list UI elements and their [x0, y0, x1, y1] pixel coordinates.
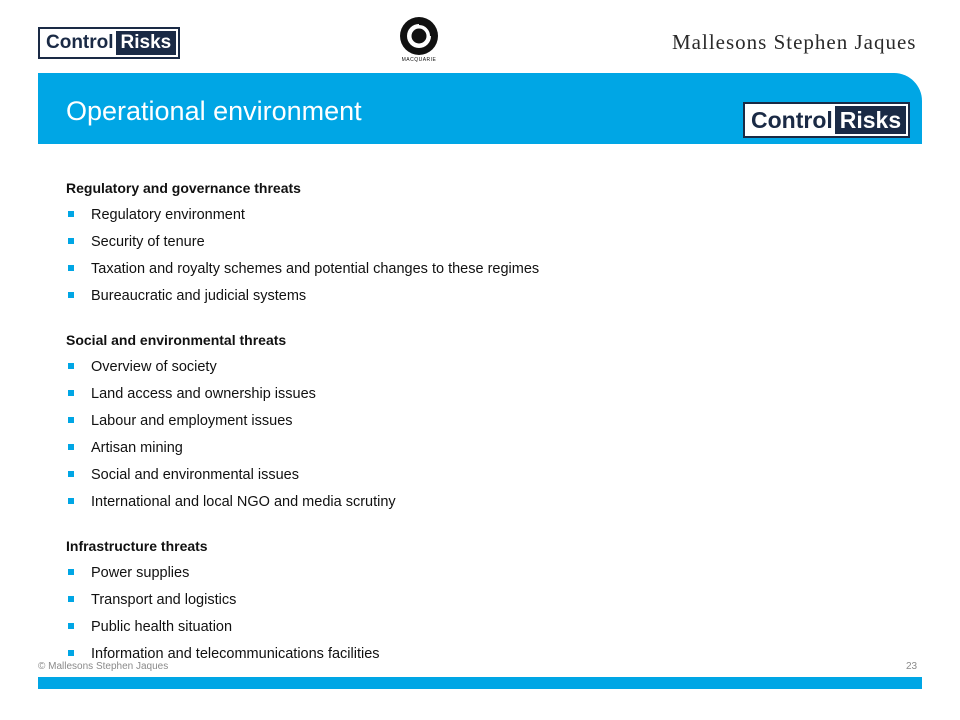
list-item-text: Social and environmental issues [91, 467, 299, 483]
list-item-text: Security of tenure [91, 234, 205, 250]
list-item-text: Bureaucratic and judicial systems [91, 288, 307, 304]
square-bullet-icon [68, 211, 74, 217]
square-bullet-icon [68, 650, 74, 656]
list-item-text: Transport and logistics [91, 592, 237, 608]
macquarie-emblem-icon [399, 16, 439, 56]
macquarie-label: MACQUARIE [401, 57, 437, 63]
list-item [66, 439, 886, 457]
square-bullet-icon [68, 417, 74, 423]
list-item-text: Information and telecommunications facilities [91, 646, 380, 662]
square-bullet-icon [68, 390, 74, 396]
list-item [66, 618, 886, 636]
footer-bar [38, 677, 922, 689]
section-heading-regulatory: Regulatory and governance threats [66, 180, 301, 196]
list-item-text: Power supplies [91, 565, 190, 581]
control-risks-logo-top [38, 27, 180, 59]
list-item-text: Labour and employment issues [91, 413, 293, 429]
list-item [66, 287, 886, 305]
list-item [66, 493, 886, 511]
msj-logo: Mallesons Stephen Jaques [672, 30, 917, 54]
logo-control-text: Control [751, 107, 833, 133]
list-item [66, 260, 886, 278]
square-bullet-icon [68, 238, 74, 244]
square-bullet-icon [68, 265, 74, 271]
square-bullet-icon [68, 623, 74, 629]
page-number: 23 [906, 661, 918, 672]
square-bullet-icon [68, 498, 74, 504]
control-risks-logo-banner [743, 102, 910, 138]
list-item [66, 564, 886, 582]
list-item-text: International and local NGO and media scrutiny [91, 494, 396, 510]
list-item-text: Land access and ownership issues [91, 386, 316, 402]
square-bullet-icon [68, 444, 74, 450]
list-item [66, 412, 886, 430]
footer-copyright: © Mallesons Stephen Jaques [38, 661, 169, 672]
list-item [66, 645, 886, 663]
list-item [66, 385, 886, 403]
list-item-text: Taxation and royalty schemes and potential changes to these regimes [91, 261, 540, 277]
list-item-text: Public health situation [91, 619, 233, 635]
square-bullet-icon [68, 596, 74, 602]
square-bullet-icon [68, 471, 74, 477]
list-item [66, 206, 886, 224]
page-title: Operational environment [66, 96, 362, 126]
macquarie-logo [396, 16, 442, 63]
list-item [66, 358, 886, 376]
list-item-text: Overview of society [91, 359, 217, 375]
list-item [66, 233, 886, 251]
list-item-text: Regulatory environment [91, 207, 245, 223]
logo-control-text: Control [46, 32, 114, 53]
square-bullet-icon [68, 292, 74, 298]
section-heading-social: Social and environmental threats [66, 332, 287, 348]
list-item-text: Artisan mining [91, 440, 183, 456]
content-area [66, 179, 886, 672]
list-item [66, 466, 886, 484]
section-heading-infrastructure: Infrastructure threats [66, 538, 208, 554]
logo-risks-text: Risks [835, 106, 906, 134]
square-bullet-icon [68, 569, 74, 575]
square-bullet-icon [68, 363, 74, 369]
list-item [66, 591, 886, 609]
logo-risks-text: Risks [116, 31, 177, 55]
